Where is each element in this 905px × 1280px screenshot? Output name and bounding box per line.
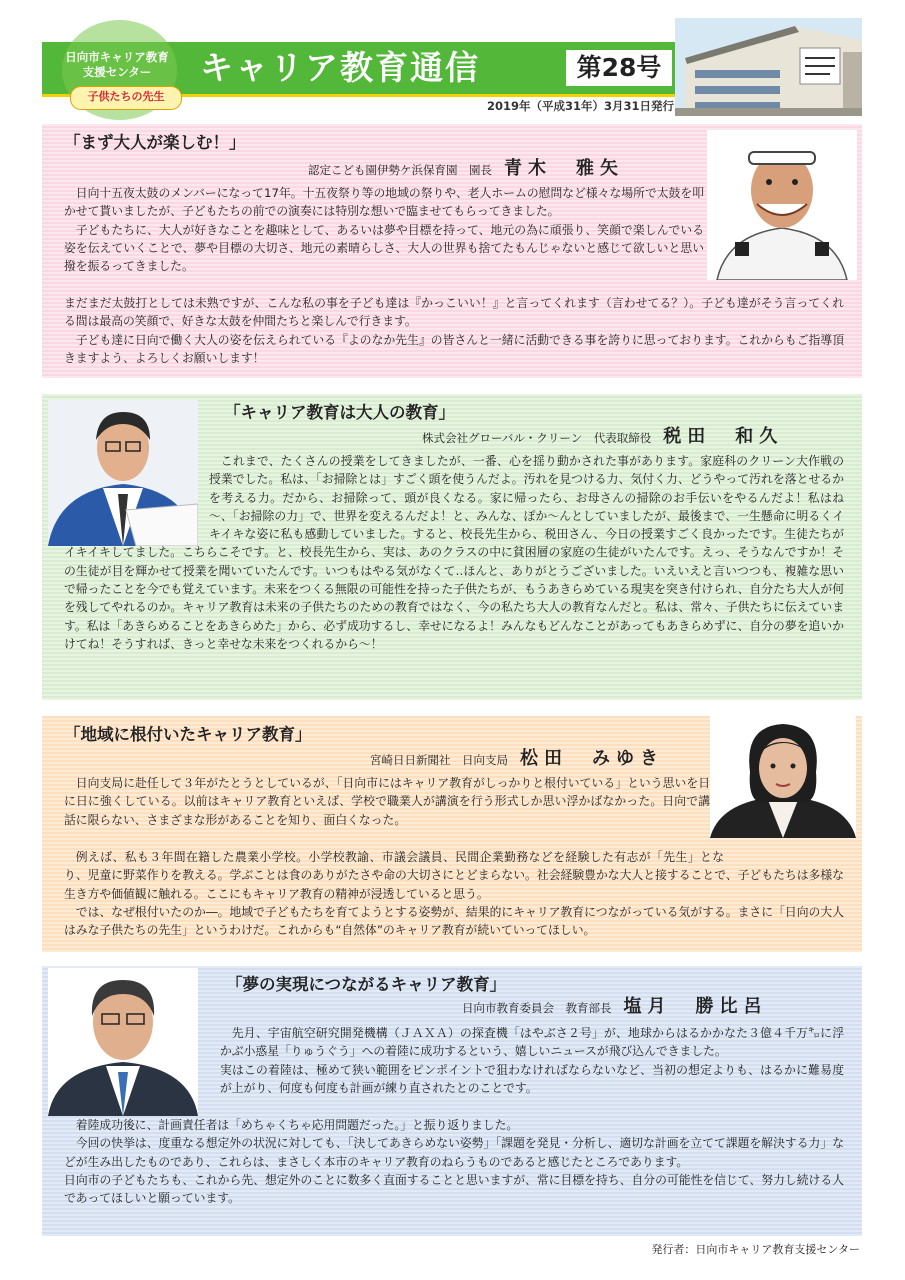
building-photo [675,18,862,116]
article-4-paragraph: 実はこの着陸は、極めて狭い範囲をピンポイントで狙わなければならないなど、当初の想定よりも、はるかに難易度が上がり、何度も何度も計画が練り直されたとのことです。 [220,1062,844,1095]
article-1-body-top [64,184,704,275]
article-2 [42,394,862,700]
article-4-byline [462,996,768,1019]
article-2-body [64,452,844,653]
article-1-title: 「まず大人が楽しむ！」 [64,133,246,152]
article-4-paragraph: 先月、宇宙航空研究開発機構（ＪＡＸＡ）の探査機「はやぶさ２号」が、地球からはるかかなた３億４千万㌔に浮かぶ小惑星「りゅうぐう」への着陸に成功するという、嬉しいニュースが飛び込んできました。 [220,1026,844,1059]
article-3-paragraph: では、なぜ根付いたのか―。地域で子どもたちを育てようとする姿勢が、結果的にキャリア教育につながっている気がする。まさに「日向の大人はみな子供たちの先生」というわけだ。これからも“自然体”のキャリア教育が続いていってほしい。 [64,904,844,938]
article-1-author: 青木 雅矢 [504,158,624,179]
article-4-author: 塩月 勝比呂 [623,996,768,1017]
article-1-paragraph: 日向十五夜太鼓のメンバーになって17年。十五夜祭り等の地域の祭りや、老人ホームの慰問など様々な場所で太鼓を叩かせて貰いましたが、子どもたちの前での演奏には特別な想いで臨ませてもらってきました。 [64,186,704,219]
author-photo-shiozuki [48,968,198,1116]
article-3-paragraph-text: 例えば、私も３年間在籍した農業小学校。小学校教諭、市議会議員、民間企業勤務などを経験した有志が「先生」となり、児童に野菜作りを教える。学ぶことは食のありがたさや命の大切さにとどまらない。社会経験豊かな大人と接することで、子どもたちは多様な生き方や価値観に触れる。ここにもキャリア教育の精神が浸透していると思う。 [64,850,844,901]
article-3 [42,716,862,952]
article-3-body-top [64,774,710,829]
article-1-paragraph: 子どもたちに、大人が好きなことを趣味として、あるいは夢や目標を持って、地元の為に頑張り、笑顔で楽しんでいる姿を伝えていくことで、夢や目標の大切さ、地元の素晴らしさ、大人の世界も捨てたもんじゃないと感じて欲しいと思い撥を振るってきました。 [64,222,704,274]
article-2-title: 「キャリア教育は大人の教育」 [224,403,455,422]
article-4-body-bottom [64,1116,844,1207]
newsletter-header [42,42,862,120]
newsletter-title: キャリア教育通信 [200,48,480,87]
publisher-footer: 発行者：日向市キャリア教育支援センター [651,1243,860,1256]
issue-number: 第28号 [564,48,674,88]
article-3-author: 松田 みゆき [520,748,664,769]
article-3-paragraph [64,848,844,903]
photo-wrap-spacer [724,848,844,866]
article-1 [42,124,862,378]
article-2-author: 税田 和久 [663,426,784,447]
article-4-affiliation: 日向市教育委員会 教育部長 [462,1001,612,1015]
article-3-paragraph: 日向支局に赴任して３年がたとうとしているが、「日向市にはキャリア教育がしっかりと根付いている」という思いを日に日に強くしている。以前はキャリア教育といえば、学校で職業人が講演を行う形式しか思い浮かばなかった。日向で講話に限らない、さまざまな形があることを知り、面白くなった。 [64,776,710,827]
article-4-paragraph: 着陸成功後に、計画責任者は「めちゃくちゃ応用問題だった。」と振り返りました。 [75,1118,519,1132]
article-1-byline [308,158,624,181]
article-4-title: 「夢の実現につながるキャリア教育」 [226,975,507,994]
org-name-line1: 日向市キャリア教育 [65,50,169,64]
article-1-affiliation: 認定こども園伊勢ケ浜保育園 園長 [308,163,492,177]
author-photo-matsuda [710,716,856,838]
article-3-body-bottom [64,848,844,939]
article-4-body-top [220,1024,844,1097]
article-1-paragraph: 子ども達に日向で働く大人の姿を伝えられている『よのなか先生』の皆さんと一緒に活動できる事を誇りに思っております。これからもご指導頂きますよう、よろしくお願いします！ [64,332,844,365]
issue-date: 2019年（平成31年）3月31日発行 [486,99,674,113]
article-4-paragraph: 日向市の子どもたちも、これから先、想定外のことに数多く直面することと思いますが、常に目標を持ち、自分の可能性を信じて、努力し続ける人であってほしいと願っています。 [64,1172,844,1206]
article-2-paragraph-text: これまで、たくさんの授業をしてきましたが、一番、心を揺り動かされた事があります。家庭科のクリーン大作戦の授業でした。私は、「お掃除とは」すごく頭を使うんだよ。汚れを見つける力、気付く力、どうやって汚れを落とせるかを考える力。だから、お掃除って、頭が良くなる。家に帰ったら、お母さんの掃除のお手伝いをやるんだよ！私はね～、「お掃除の力」で、世界を変えるんだよ！と、みんな、ぽか～んとしていましたが、最後まで、一生懸命に明るくイキイキな姿に私も感動していました。すると、校長先生から、税田さん、今日の授業すごく良かったです。生徒たちがイキイキしてました。こちらこそです。と、校長先生から、実は、あのクラスの中に貧困層の家庭の生徒がいたんです。えっ、そうなんですか！その生徒が目を輝かせて授業を聞いていたんです。いつもはやる気がなくて‥ほんと、ありがとうございました。いえいえと言いつつも、複雑な思いで帰ったことを今でも覚えています。未来をつくる無限の可能性を持った子供たちが、もうあきらめている現実を突き付けられ、自分たち大人が何を残してやれるのか。キャリア教育は未来の子供たちのための教育ではなく、今の私たち大人の教育なんだと。私は、常々、子供たちに伝えています。私は「あきらめることをあきらめた」から、必ず成功するし、幸せになるよ！みんなもどんなことがあってもあきらめずに、自分の夢を追いかけてね！そうすれば、きっと幸せな未来をつくれるから～！ [64,454,844,651]
article-3-byline [370,748,664,771]
author-photo-aoki [707,130,857,280]
article-2-paragraph [64,452,844,653]
article-3-title: 「地域に根付いたキャリア教育」 [64,725,312,744]
org-name-line2: 支援センター [82,65,152,79]
photo-wrap-spacer [64,452,209,542]
article-2-byline [422,426,783,449]
article-2-affiliation: 株式会社グローバル・クリーン 代表取締役 [422,431,652,445]
article-4-paragraph: 今回の快挙は、度重なる想定外の状況に対しても、「決してあきらめない姿勢」「課題を発見・分析し、適切な計画を立てて課題を解決する力」などが生み出したものであり、これらは、まさしく本市のキャリア教育のねらうものであると感じたところであります。 [64,1136,844,1169]
article-1-body-bottom [64,294,844,367]
org-name [52,50,182,80]
article-1-paragraph: まだまだ太鼓打としては未熟ですが、こんな私の事を子ども達は『かっこいい！』と言ってくれます（言わせてる？）。子ども達がそう言ってくれる間は最高の笑顔で、好きな太鼓を仲間たちと楽しんで行きます。 [64,296,844,329]
mascot-logo: 子供たちの先生 [70,86,182,110]
article-4 [42,966,862,1236]
article-3-affiliation: 宮崎日日新聞社 日向支局 [370,753,508,767]
